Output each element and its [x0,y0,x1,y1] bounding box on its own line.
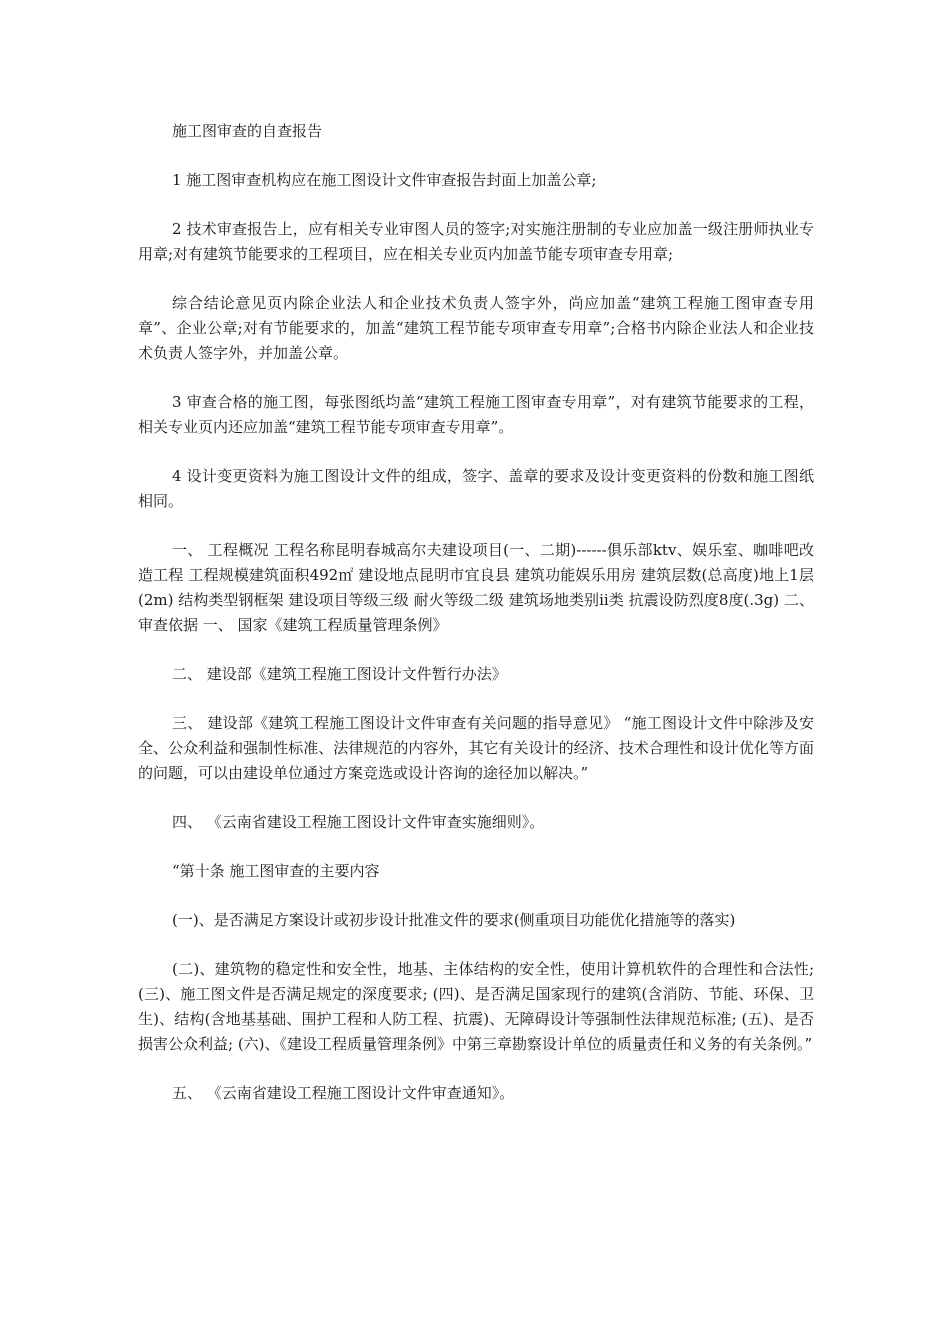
paragraph-content-1: (一)、是否满足方案设计或初步设计批准文件的要求(侧重项目功能优化措施等的落实) [172,911,736,929]
paragraph-basis-3: 三、 建设部《建筑工程施工图设计文件审查有关问题的指导意见》 “施工图设计文件中除涉及安全、公众利益和强制性标准、法律规范的内容外，其它有关设计的经济、技术合理性和设计优化等方面的问题，可以由建设单位通过方案竞选或设计咨询的途径加以解决。” [138,714,814,782]
paragraph-item-1: 1 施工图审查机构应在施工图设计文件审查报告封面上加盖公章; [172,171,597,189]
paragraph-basis-4: 四、 《云南省建设工程施工图设计文件审查实施细则》。 [172,813,545,831]
document-body [138,119,814,1106]
paragraph-basis-2: 二、 建设部《建筑工程施工图设计文件暂行办法》 [172,665,507,683]
document-title: 施工图审查的自查报告 [172,122,323,140]
paragraph-basis-5: 五、 《云南省建设工程施工图设计文件审查通知》。 [172,1084,515,1102]
paragraph-item-3: 3 审查合格的施工图，每张图纸均盖“建筑工程施工图审查专用章”，对有建筑节能要求的工程，相关专业页内还应加盖“建筑工程节能专项审查专用章”。 [138,393,814,436]
paragraph-item-4: 4 设计变更资料为施工图设计文件的组成，签字、盖章的要求及设计变更资料的份数和施工图纸相同。 [138,467,814,510]
paragraph-item-2: 2 技术审查报告上，应有相关专业审图人员的签字;对实施注册制的专业应加盖一级注册师执业专用章;对有建筑节能要求的工程项目，应在相关专业页内加盖节能专项审查专用章; [138,220,814,263]
paragraph-summary-seal: 综合结论意见页内除企业法人和企业技术负责人签字外，尚应加盖“建筑工程施工图审查专用章”、企业公章;对有节能要求的，加盖“建筑工程节能专项审查专用章”;合格书内除企业法人和企业技术负责人签字外，并加盖公章。 [138,294,814,362]
paragraph-content-2: (二)、建筑物的稳定性和安全性，地基、主体结构的安全性，使用计算机软件的合理性和合法性; (三)、施工图文件是否满足规定的深度要求; (四)、是否满足国家现行的建筑(含消防、节能、环保、卫生)、结构(含地基基础、围护工程和人防工程、抗震)、无障碍设计等强制性法律规范标准; (五)、是否损害公众利益; (六)、《建设工程质量管理条例》中第三章勘察设计单位的质量责任和义务的有关条例。” [138,960,814,1053]
paragraph-project-overview: 一、 工程概况 工程名称昆明春城高尔夫建设项目(一、二期)------俱乐部ktv、娱乐室、咖啡吧改造工程 工程规模建筑面积492㎡ 建设地点昆明市宜良县 建筑功能娱乐用房 建筑层数(总高度)地上1层(2m) 结构类型钢框架 建设项目等级三级 耐火等级二级 建筑场地类别ii类 抗震设防烈度8度(.3g) 二、 审查依据 一、 国家《建筑工程质量管理条例》 [138,541,814,634]
paragraph-article-10: “第十条 施工图审查的主要内容 [172,862,380,880]
